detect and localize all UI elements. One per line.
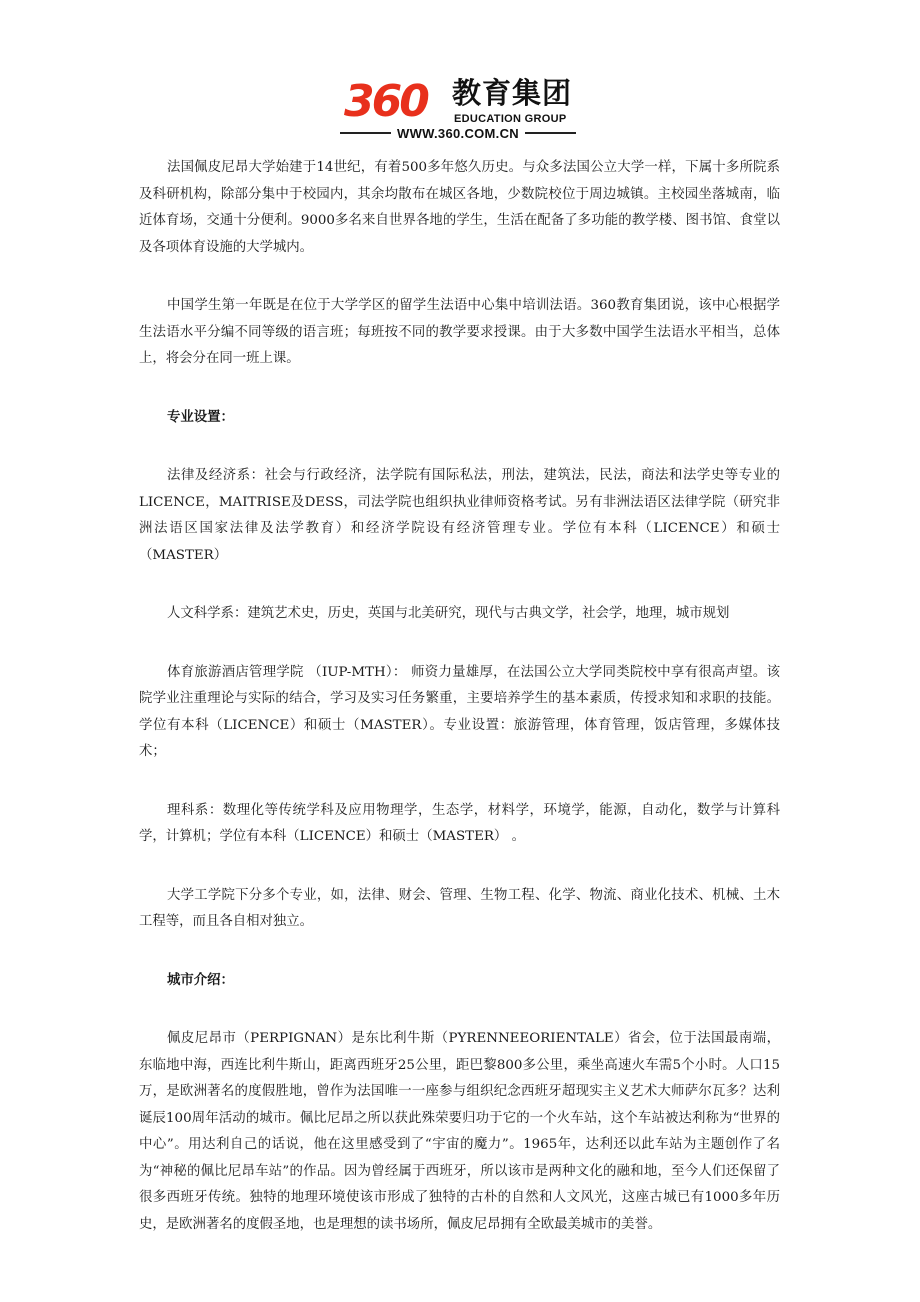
paragraph-law-economics: 法律及经济系：社会与行政经济，法学院有国际私法，刑法，建筑法，民法，商法和法学史等专业的LICENCE，MAITRISE及DESS，司法学院也组织执业律师资格考试。另有非洲法语区法律学院（研究非洲法语区国家法律及法学教育）和经济学院设有经济管理专业。学位有本科（LICENCE）和硕士（MASTER） bbox=[139, 468, 780, 563]
heading-majors: 专业设置： bbox=[167, 409, 234, 425]
paragraph-university-history: 法国佩皮尼昂大学始建于14世纪，有着500多年悠久历史。与众多法国公立大学一样，下属十多所院系及科研机构，除部分集中于校园内，其余均散布在城区各地，少数院校位于周边城镇。主校园坐落城南，临近体育场，交通十分便利。9000多名来自世界各地的学生，生活在配备了多功能的教学楼、图书馆、食堂以及各项体育设施的大学城内。 bbox=[139, 160, 780, 255]
url-rule-right bbox=[525, 132, 576, 134]
brand-name-cn: 教育集团 bbox=[452, 76, 573, 110]
brand-logo-number: 360 bbox=[344, 76, 427, 124]
brand-url-text: WWW.360.COM.CN bbox=[397, 125, 519, 141]
paragraph-sciences: 理科系：数理化等传统学科及应用物理学，生态学，材料学，环境学，能源，自动化，数学与计算科学，计算机；学位有本科（LICENCE）和硕士（MASTER） 。 bbox=[139, 802, 780, 844]
paragraph-city-intro: 佩皮尼昂市（PERPIGNAN）是东比利牛斯（PYRENNEEORIENTALE）省会，位于法国最南端，东临地中海，西连比利牛斯山，距离西班牙25公里，距巴黎800多公里，乘坐高速火车需5个小时。人口15万，是欧洲著名的度假胜地，曾作为法国唯一一座参与组织纪念西班牙超现实主义艺术大师萨尔瓦多？达利诞辰100周年活动的城市。佩比尼昂之所以获此殊荣要归功于它的一个火车站，这个车站被达利称为“世界的中心”。用达利自己的话说，他在这里感受到了“宇宙的魔力”。1965年，达利还以此车站为主题创作了名为“神秘的佩比尼昂车站”的作品。因为曾经属于西班牙，所以该市是两种文化的融和地，至今人们还保留了很多西班牙传统。独特的地理环境使该市形成了独特的古朴的自然和人文风光，这座古城已有1000多年历史，是欧洲著名的度假圣地，也是理想的读书场所，佩皮尼昂拥有全欧最美城市的美誉。 bbox=[139, 1031, 780, 1232]
url-rule-left bbox=[340, 132, 391, 134]
article-body bbox=[139, 155, 780, 1270]
paragraph-sports-tourism: 体育旅游酒店管理学院 （IUP-MTH）： 师资力量雄厚，在法国公立大学同类院校中享有很高声望。该院学业注重理论与实际的结合，学习及实习任务繁重，主要培养学生的基本素质，传授求知和求职的技能。学位有本科（LICENCE）和硕士（MASTER）。专业设置：旅游管理，体育管理，饭店管理，多媒体技术； bbox=[139, 664, 780, 759]
brand-url bbox=[340, 125, 576, 141]
paragraph-humanities: 人文科学系：建筑艺术史，历史，英国与北美研究，现代与古典文学，社会学，地理，城市规划 bbox=[167, 606, 730, 621]
brand-name-en: EDUCATION GROUP bbox=[454, 113, 567, 125]
heading-city: 城市介绍： bbox=[167, 972, 234, 988]
brand-header bbox=[0, 70, 920, 150]
brand-logo-360 bbox=[342, 74, 450, 124]
paragraph-language-center: 中国学生第一年既是在位于大学学区的留学生法语中心集中培训法语。360教育集团说，该中心根据学生法语水平分编不同等级的语言班；每班按不同的教学要求授课。由于大多数中国学生法语水平相当，总体上，将会分在同一班上课。 bbox=[139, 298, 780, 366]
paragraph-engineering: 大学工学院下分多个专业，如，法律、财会、管理、生物工程、化学、物流、商业化技术、机械、土木工程等，而且各自相对独立。 bbox=[139, 887, 780, 929]
